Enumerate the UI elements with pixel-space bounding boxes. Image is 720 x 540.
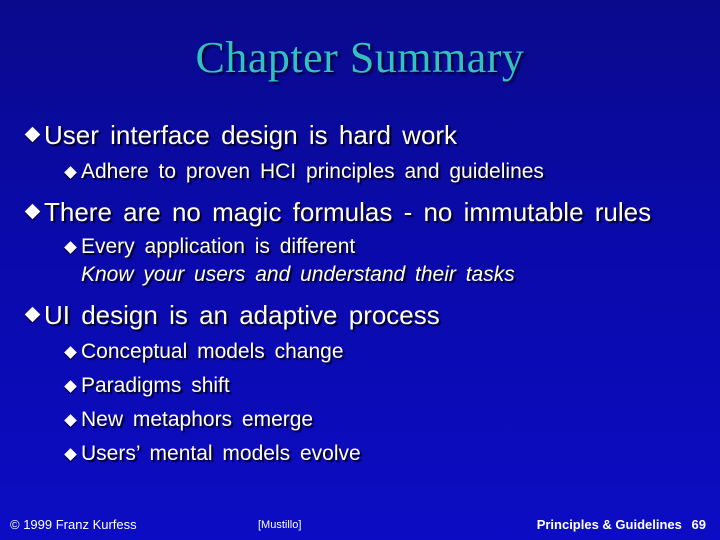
footer-course bbox=[537, 517, 706, 532]
bullet-level2 bbox=[81, 408, 313, 432]
diamond-bullet-icon bbox=[64, 241, 77, 254]
slide-title: Chapter Summary bbox=[195, 33, 525, 82]
bullet-text: Users’ mental models evolve bbox=[81, 442, 361, 465]
bullet-text: Every application is different bbox=[81, 235, 356, 258]
bullet-level2 bbox=[81, 442, 361, 466]
bullet-text: There are no magic formulas - no immutable rules bbox=[44, 197, 652, 227]
diamond-bullet-icon bbox=[64, 346, 77, 359]
bullet-text: Adhere to proven HCI principles and guidelines bbox=[81, 160, 544, 183]
footer-source: [Mustillo] bbox=[258, 519, 302, 531]
bullet-note bbox=[81, 263, 515, 287]
bullet-level2 bbox=[81, 374, 230, 398]
bullet-text: User interface design is hard work bbox=[44, 120, 458, 150]
bullet-text: UI design is an adaptive process bbox=[44, 300, 440, 330]
diamond-bullet-icon bbox=[64, 448, 77, 461]
bullet-text: Conceptual models change bbox=[81, 340, 344, 363]
bullet-level2 bbox=[81, 340, 344, 364]
diamond-bullet-icon bbox=[25, 127, 41, 143]
bullet-level2 bbox=[81, 235, 355, 259]
bullet-text: New metaphors emerge bbox=[81, 408, 314, 431]
bullet-level2 bbox=[81, 160, 544, 184]
footer-course-name: Principles & Guidelines bbox=[536, 517, 682, 532]
bullet-level1 bbox=[44, 197, 651, 228]
bullet-text: Paradigms shift bbox=[81, 374, 230, 397]
diamond-bullet-icon bbox=[64, 414, 77, 427]
bullet-level1 bbox=[44, 300, 440, 331]
bullet-level1 bbox=[44, 120, 457, 151]
diamond-bullet-icon bbox=[25, 307, 41, 323]
diamond-bullet-icon bbox=[64, 380, 77, 393]
page-number: 69 bbox=[691, 517, 706, 532]
diamond-bullet-icon bbox=[64, 166, 77, 179]
footer-copyright: © 1999 Franz Kurfess bbox=[10, 517, 137, 532]
bullet-text: Know your users and understand their tasks bbox=[81, 263, 515, 286]
diamond-bullet-icon bbox=[25, 204, 41, 220]
